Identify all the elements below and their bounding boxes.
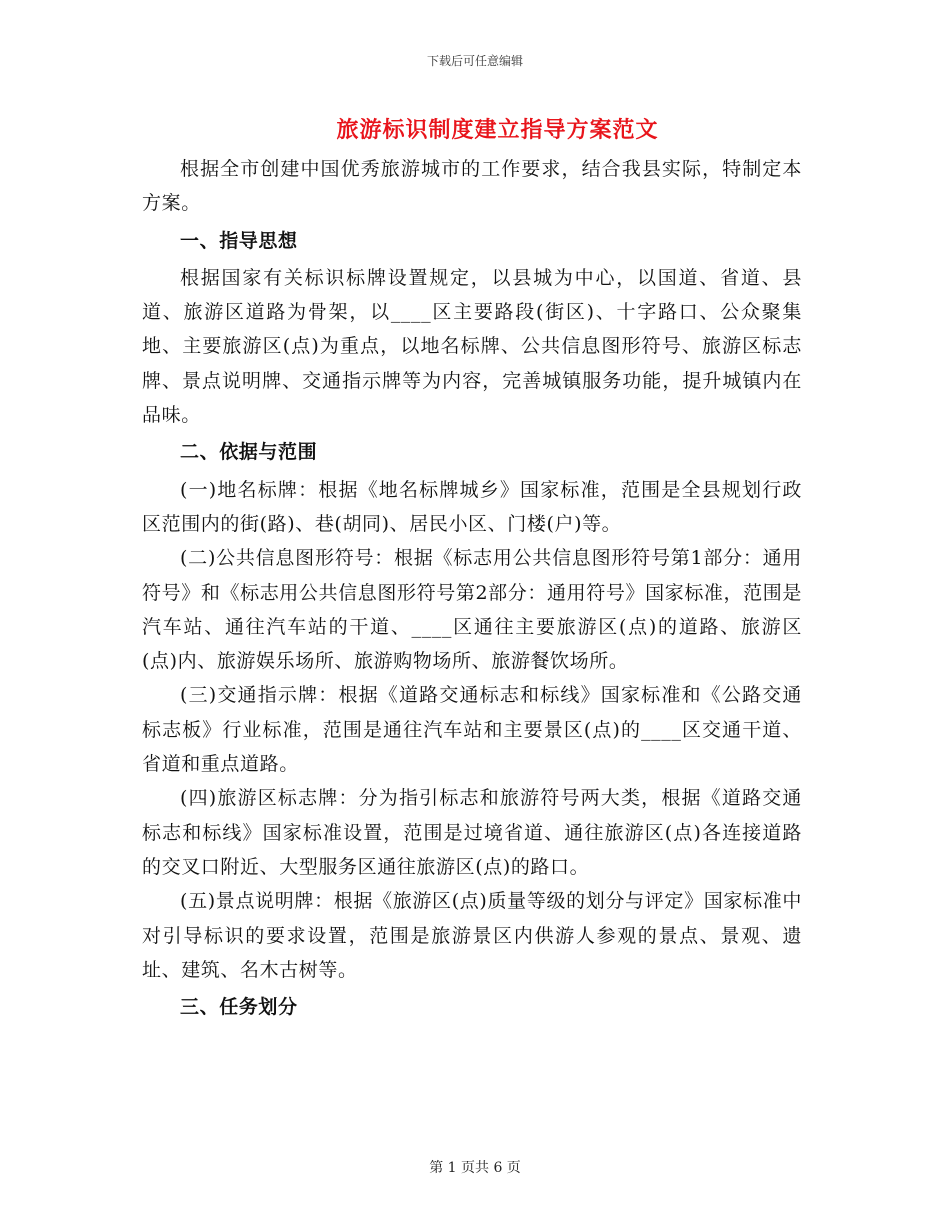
section-heading-guiding-ideology: 一、指导思想 — [180, 229, 298, 252]
basis-item-scenic-spot-signs: (五)景点说明牌：根据《旅游区(点)质量等级的划分与评定》国家标准中对引导标识的要求设置，范围是旅游景区内供游人参观的景点、景观、遗址、建筑、名木古树等。 — [142, 890, 802, 981]
page-footer: 第 1 页共 6 页 — [429, 1160, 521, 1176]
basis-item-traffic-signs: (三)交通指示牌：根据《道路交通标志和标线》国家标准和《公路交通标志板》行业标准，范围是通往汽车站和主要景区(点)的____区交通干道、省道和重点道路。 — [142, 684, 802, 776]
page-header: 下载后可任意编辑 — [426, 54, 523, 68]
section-heading-task-division: 三、任务划分 — [180, 996, 298, 1019]
basis-item-tourist-area-signs: (四)旅游区标志牌：分为指引标志和旅游符号两大类，根据《道路交通标志和标线》国家标准设置，范围是过境省道、通往旅游区(点)各连接道路的交叉口附近、大型服务区通往旅游区(点)的路口。 — [142, 787, 802, 878]
intro-paragraph: 根据全市创建中国优秀旅游城市的工作要求，结合我县实际，特制定本方案。 — [142, 158, 802, 215]
section-heading-basis-and-scope: 二、依据与范围 — [180, 441, 318, 464]
document-body — [142, 152, 802, 1027]
document-title: 旅游标识制度建立指导方案范文 — [336, 117, 659, 143]
basis-item-place-name-signs: (一)地名标牌：根据《地名标牌城乡》国家标准，范围是全县规划行政区范围内的街(路)、巷(胡同)、居民小区、门楼(户)等。 — [142, 478, 802, 535]
guiding-ideology-paragraph: 根据国家有关标识标牌设置规定，以县城为中心，以国道、省道、县道、旅游区道路为骨架，以____区主要路段(街区)、十字路口、公众聚集地、主要旅游区(点)为重点，以地名标牌、公共信息图形符号、旅游区标志牌、景点说明牌、交通指示牌等为内容，完善城镇服务功能，提升城镇内在品味。 — [142, 266, 802, 427]
basis-item-public-info-symbols: (二)公共信息图形符号：根据《标志用公共信息图形符号第1部分：通用符号》和《标志用公共信息图形符号第2部分：通用符号》国家标准，范围是汽车站、通往汽车站的干道、____区通往主要旅游区(点)的道路、旅游区(点)内、旅游娱乐场所、旅游购物场所、旅游餐饮场所。 — [142, 547, 802, 673]
